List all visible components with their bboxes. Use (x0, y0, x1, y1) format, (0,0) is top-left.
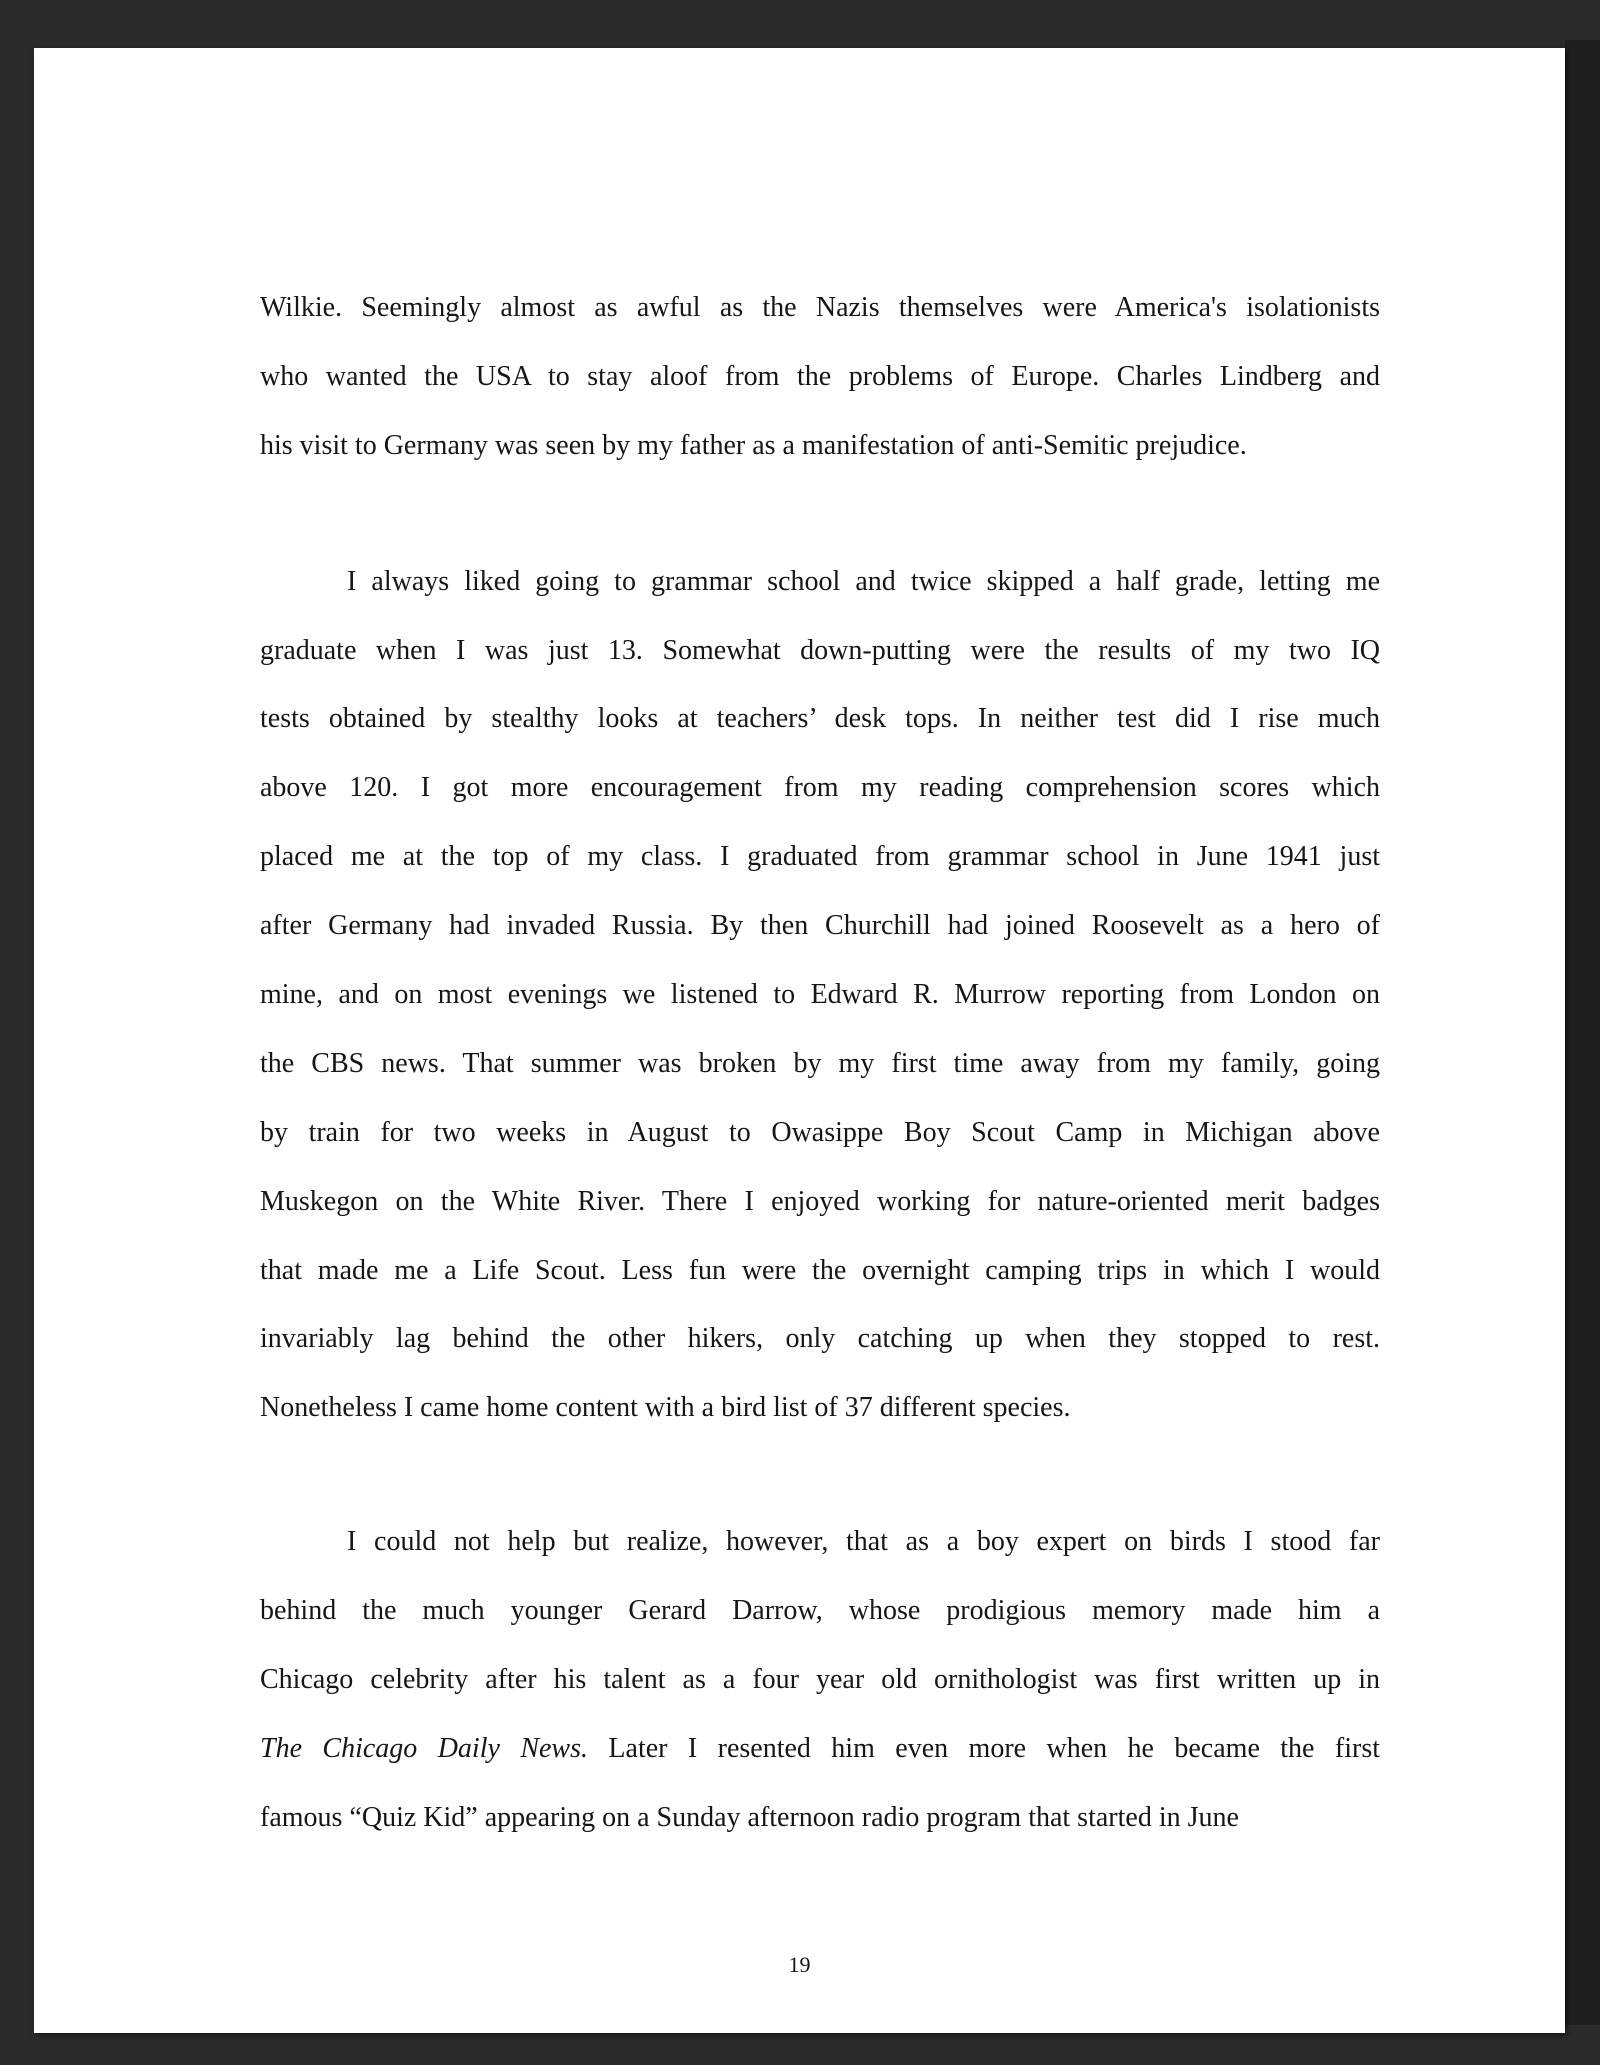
text-line: Chicago celebrity after his talent as a four year old ornithologist was first written up in (260, 1664, 1380, 1696)
text-line: the CBS news. That summer was broken by my first time away from my family, going (260, 1047, 1380, 1079)
text-line: that made me a Life Scout. Less fun were the overnight camping trips in which I would (260, 1254, 1380, 1286)
text-line: I could not help but realize, however, that as a boy expert on birds I stood far (347, 1526, 1380, 1558)
document-page (34, 48, 1565, 2033)
text-line: above 120. I got more encouragement from my reading comprehension scores which (260, 772, 1380, 804)
text-line: graduate when I was just 13. Somewhat down-putting were the results of my two IQ (260, 634, 1380, 666)
text-line: mine, and on most evenings we listened to Edward R. Murrow reporting from London on (260, 979, 1380, 1011)
text-line: famous “Quiz Kid” appearing on a Sunday afternoon radio program that started in June (260, 1801, 1239, 1833)
scan-background-edge (1565, 40, 1600, 2025)
paragraph-2 (260, 548, 1380, 1444)
text-line-with-title (260, 1715, 1380, 1784)
newspaper-title: The Chicago Daily News. (260, 1732, 588, 1764)
text-line: I always liked going to grammar school and twice skipped a half grade, letting me (347, 565, 1380, 597)
text-line: Nonetheless I came home content with a bird list of 37 different species. (260, 1392, 1071, 1424)
text-line: after Germany had invaded Russia. By then Churchill had joined Roosevelt as a hero of (260, 910, 1380, 942)
text-line: tests obtained by stealthy looks at teachers’ desk tops. In neither test did I rise much (260, 703, 1380, 735)
text-line: Muskegon on the White River. There I enjoyed working for nature-oriented merit badges (260, 1185, 1380, 1217)
paragraph-spacer (260, 1443, 1380, 1508)
paragraph-1 (260, 274, 1380, 481)
body-text (260, 274, 1380, 1853)
text-line-rest: Later I resented him even more when he became the first (588, 1732, 1380, 1764)
text-line: Wilkie. Seemingly almost as awful as the Nazis themselves were America's isolationists (260, 292, 1380, 323)
text-line: who wanted the USA to stay aloof from the problems of Europe. Charles Lindberg and (260, 360, 1380, 392)
paragraph-spacer (260, 481, 1380, 548)
text-line: behind the much younger Gerard Darrow, whose prodigious memory made him a (260, 1595, 1380, 1627)
text-line: invariably lag behind the other hikers, only catching up when they stopped to rest. (260, 1323, 1380, 1355)
page-number: 19 (788, 1952, 811, 1977)
text-line: placed me at the top of my class. I graduated from grammar school in June 1941 just (260, 841, 1380, 873)
text-line: by train for two weeks in August to Owasippe Boy Scout Camp in Michigan above (260, 1116, 1380, 1148)
text-line: his visit to Germany was seen by my father as a manifestation of anti-Semitic prejudice. (260, 429, 1247, 461)
paragraph-3 (260, 1508, 1380, 1852)
